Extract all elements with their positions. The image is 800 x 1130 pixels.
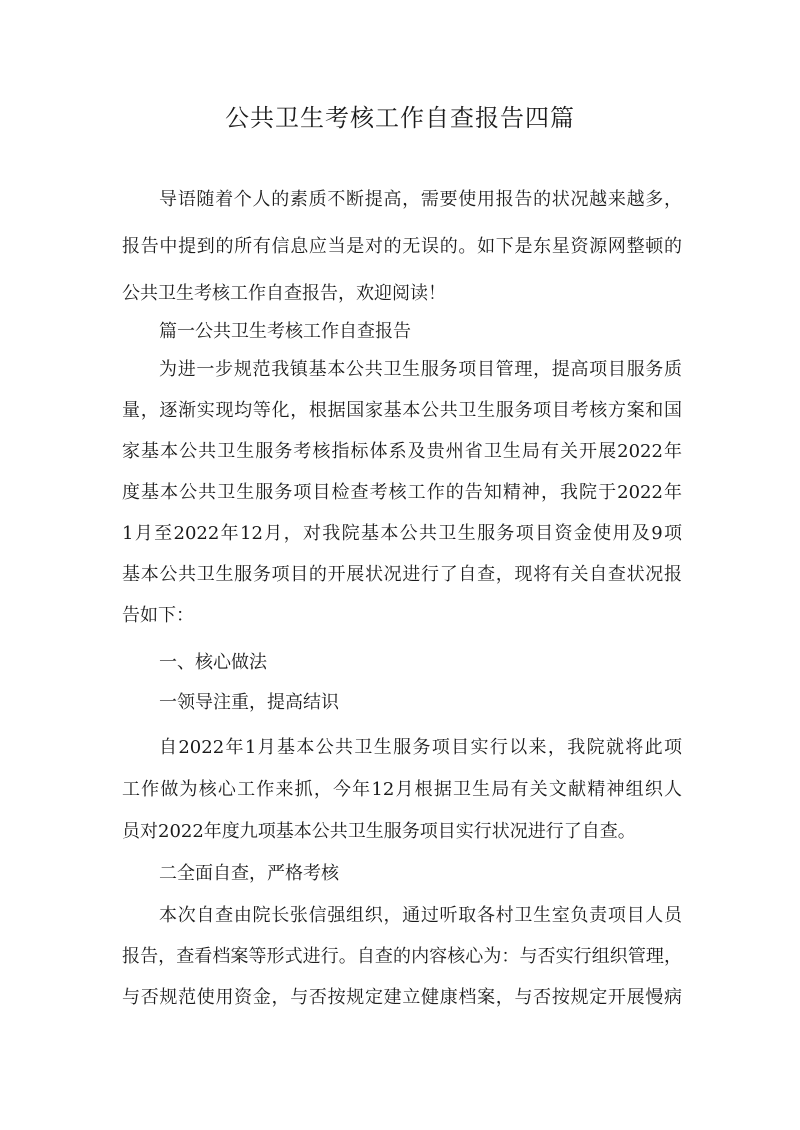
paragraph-line: 告如下： bbox=[122, 605, 194, 626]
section-heading: 篇一公共卫生考核工作自查报告 bbox=[159, 321, 411, 342]
document-title: 公共卫生考核工作自查报告四篇 bbox=[225, 104, 575, 132]
paragraph-line: 工作做为核心工作来抓，今年12月根据卫生局有关文献精神组织人 bbox=[122, 779, 682, 800]
subsection-heading: 二全面自查，严格考核 bbox=[159, 863, 339, 884]
paragraph-line: 为进一步规范我镇基本公共卫生服务项目管理，提高项目服务质 bbox=[159, 359, 682, 380]
paragraph-line: 自2022年1月基本公共卫生服务项目实行以来，我院就将此项 bbox=[159, 737, 682, 758]
paragraph-line: 1月至2022年12月，对我院基本公共卫生服务项目资金使用及9项 bbox=[122, 523, 682, 544]
paragraph-line: 报告，查看档案等形式进行。自查的内容核心为：与否实行组织管理， bbox=[122, 946, 682, 967]
paragraph-line: 员对2022年度九项基本公共卫生服务项目实行状况进行了自查。 bbox=[122, 821, 636, 842]
paragraph-line: 本次自查由院长张信强组织，通过听取各村卫生室负责项目人员 bbox=[159, 905, 682, 926]
paragraph-line: 导语随着个人的素质不断提高，需要使用报告的状况越来越多， bbox=[159, 189, 682, 210]
paragraph-line: 公共卫生考核工作自查报告，欢迎阅读！ bbox=[122, 283, 446, 304]
paragraph-line: 基本公共卫生服务项目的开展状况进行了自查，现将有关自查状况报 bbox=[122, 564, 682, 585]
paragraph-line: 度基本公共卫生服务项目检查考核工作的告知精神，我院于2022年 bbox=[122, 482, 682, 503]
section-heading: 一、核心做法 bbox=[159, 652, 267, 673]
paragraph-line: 与否规范使用资金，与否按规定建立健康档案，与否按规定开展慢病 bbox=[122, 987, 682, 1008]
paragraph-line: 家基本公共卫生服务考核指标体系及贵州省卫生局有关开展2022年 bbox=[122, 441, 682, 462]
paragraph-line: 量，逐渐实现均等化，根据国家基本公共卫生服务项目考核方案和国 bbox=[122, 400, 682, 421]
subsection-heading: 一领导注重，提高结识 bbox=[159, 692, 339, 713]
paragraph-line: 报告中提到的所有信息应当是对的无误的。如下是东星资源网整顿的 bbox=[122, 236, 682, 257]
